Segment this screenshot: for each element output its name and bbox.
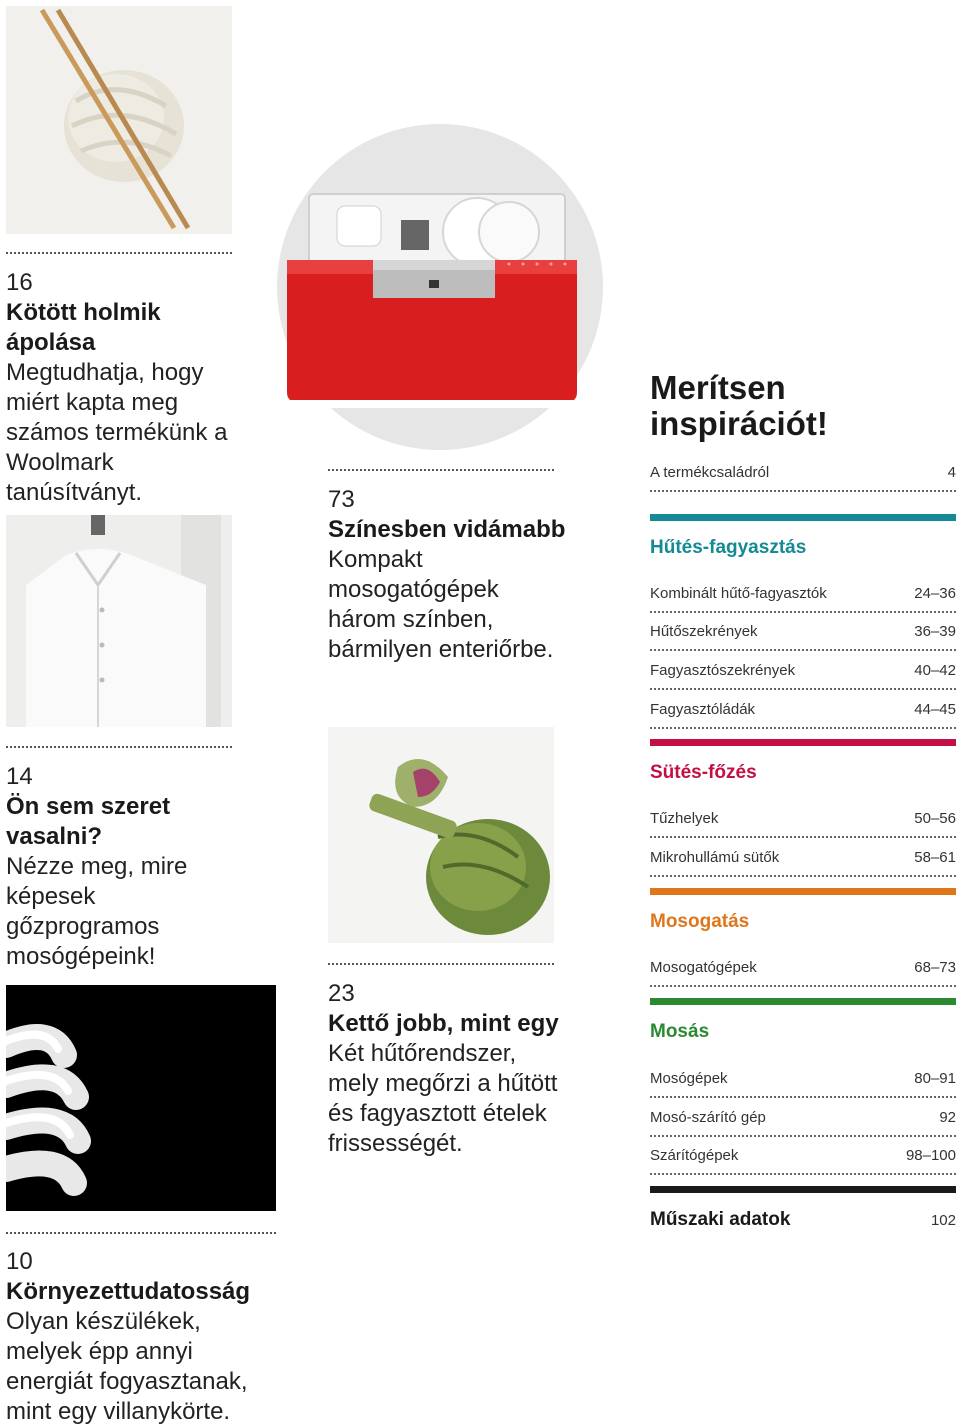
energy-saving-bulb-image: [6, 985, 276, 1211]
toc-dotted-line: [650, 688, 956, 690]
toc-item[interactable]: [650, 621, 956, 645]
toc-item-page: 50–56: [914, 810, 956, 827]
category-title-washing[interactable]: Mosás: [650, 1021, 710, 1042]
toc-item-page: 4: [947, 464, 956, 481]
feature-title: Színesben vidámabb: [328, 516, 566, 543]
toc-item-page: 80–91: [914, 1070, 956, 1087]
toc-item-page: 36–39: [914, 623, 956, 640]
feature-page-number: 10: [6, 1248, 33, 1275]
feature-colors[interactable]: [328, 485, 568, 665]
artichoke-photo: [328, 727, 554, 943]
toc-item-page: 98–100: [905, 1147, 956, 1164]
feature-page-number: 23: [328, 980, 355, 1007]
toc-item-label: Mosógépek: [650, 1070, 728, 1087]
toc-item[interactable]: [650, 699, 956, 723]
toc-dotted-line: [650, 727, 956, 729]
toc-item-label: Mikrohullámú sütők: [650, 849, 780, 866]
feature-description: Két hűtőrendszer, mely megőrzi a hűtött és fagyasztott ételek frissességét.: [328, 1040, 558, 1157]
separator: [328, 469, 554, 471]
toc-item-label: Szárítógépek: [650, 1147, 739, 1164]
toc-item-page: 40–42: [914, 662, 956, 679]
toc-item-intro[interactable]: [650, 462, 956, 486]
feature-eco[interactable]: [6, 1247, 276, 1427]
toc-item[interactable]: [650, 847, 956, 871]
feature-title: Ön sem szeret vasalni?: [6, 793, 171, 850]
feature-page-number: 14: [6, 763, 33, 790]
category-bar-dishwashing: [650, 888, 956, 895]
category-bar-cooling: [650, 514, 956, 521]
toc-dotted-line: [650, 490, 956, 492]
separator: [6, 746, 232, 748]
toc-item-label: Fagyasztóládák: [650, 701, 756, 718]
toc-item-page: 92: [939, 1109, 956, 1126]
toc-item-label: A termékcsaládról: [650, 464, 770, 481]
toc-item[interactable]: [650, 957, 956, 981]
red-dishwasher-image: [277, 124, 603, 450]
toc-dotted-line: [650, 836, 956, 838]
feature-ironing[interactable]: [6, 762, 234, 972]
toc-item-page: 58–61: [914, 849, 956, 866]
toc-item-label: Mosogatógépek: [650, 959, 757, 976]
toc-heading-line: Merítsen: [650, 369, 786, 406]
shirt-on-mannequin-image: [6, 515, 232, 727]
feature-description: Megtudhatja, hogy miért kapta meg számos termékünk a Woolmark tanúsítványt.: [6, 359, 228, 506]
shirt-photo: [6, 515, 232, 727]
feature-page-number: 16: [6, 269, 33, 296]
separator: [328, 963, 554, 965]
feature-knitwear[interactable]: [6, 268, 234, 508]
toc-item-label: Fagyasztószekrények: [650, 662, 796, 679]
feature-title: Környezettudatosság: [6, 1278, 251, 1305]
yarn-ball-image: [6, 6, 232, 234]
toc-item-label: Tűzhelyek: [650, 810, 719, 827]
toc-item-page: 68–73: [914, 959, 956, 976]
category-title-dishwashing[interactable]: Mosogatás: [650, 911, 750, 932]
toc-item-specs[interactable]: [650, 1209, 956, 1235]
toc-item[interactable]: [650, 1068, 956, 1092]
toc-heading-line: inspirációt!: [650, 405, 828, 442]
category-bar-cooking: [650, 739, 956, 746]
separator: [6, 1232, 276, 1234]
toc-item-label: Mosó-szárító gép: [650, 1109, 766, 1126]
toc-dotted-line: [650, 1135, 956, 1137]
toc-item[interactable]: [650, 808, 956, 832]
toc-dotted-line: [650, 875, 956, 877]
category-bar-washing: [650, 998, 956, 1005]
toc-item[interactable]: [650, 1145, 956, 1169]
toc-dotted-line: [650, 611, 956, 613]
toc-dotted-line: [650, 985, 956, 987]
dishwasher-photo: [277, 124, 603, 450]
artichoke-image: [328, 727, 554, 943]
toc-item-label: Hűtőszekrények: [650, 623, 758, 640]
toc-item[interactable]: [650, 1107, 956, 1131]
feature-two-systems[interactable]: [328, 979, 568, 1159]
toc-item-page: 24–36: [914, 585, 956, 602]
feature-description: Olyan készülékek, melyek épp annyi energiát fogyasztanak, mint egy villanykörte.: [6, 1308, 248, 1425]
toc-item[interactable]: [650, 583, 956, 607]
yarn-photo: [6, 6, 232, 234]
toc-item[interactable]: [650, 660, 956, 684]
specs-title: Műszaki adatok: [650, 1209, 791, 1230]
feature-description: Kompakt mosogatógépek három színben, bármilyen enteriőrbe.: [328, 546, 554, 663]
category-title-cooling[interactable]: Hűtés-fagyasztás: [650, 537, 807, 558]
specs-page: 102: [930, 1212, 956, 1229]
toc-heading: [650, 370, 956, 442]
toc-dotted-line: [650, 649, 956, 651]
feature-description: Nézze meg, mire képesek gőzprogramos mosógépeink!: [6, 853, 188, 970]
category-title-cooking[interactable]: Sütés-főzés: [650, 762, 757, 783]
category-bar-specs: [650, 1186, 956, 1193]
feature-page-number: 73: [328, 486, 355, 513]
toc-dotted-line: [650, 1173, 956, 1175]
separator: [6, 252, 232, 254]
toc-dotted-line: [650, 1096, 956, 1098]
bulb-photo: [6, 985, 276, 1211]
toc-item-label: Kombinált hűtő-fagyasztók: [650, 585, 827, 602]
feature-title: Kettő jobb, mint egy: [328, 1010, 559, 1037]
feature-title: Kötött holmik ápolása: [6, 299, 161, 356]
toc-item-page: 44–45: [914, 701, 956, 718]
